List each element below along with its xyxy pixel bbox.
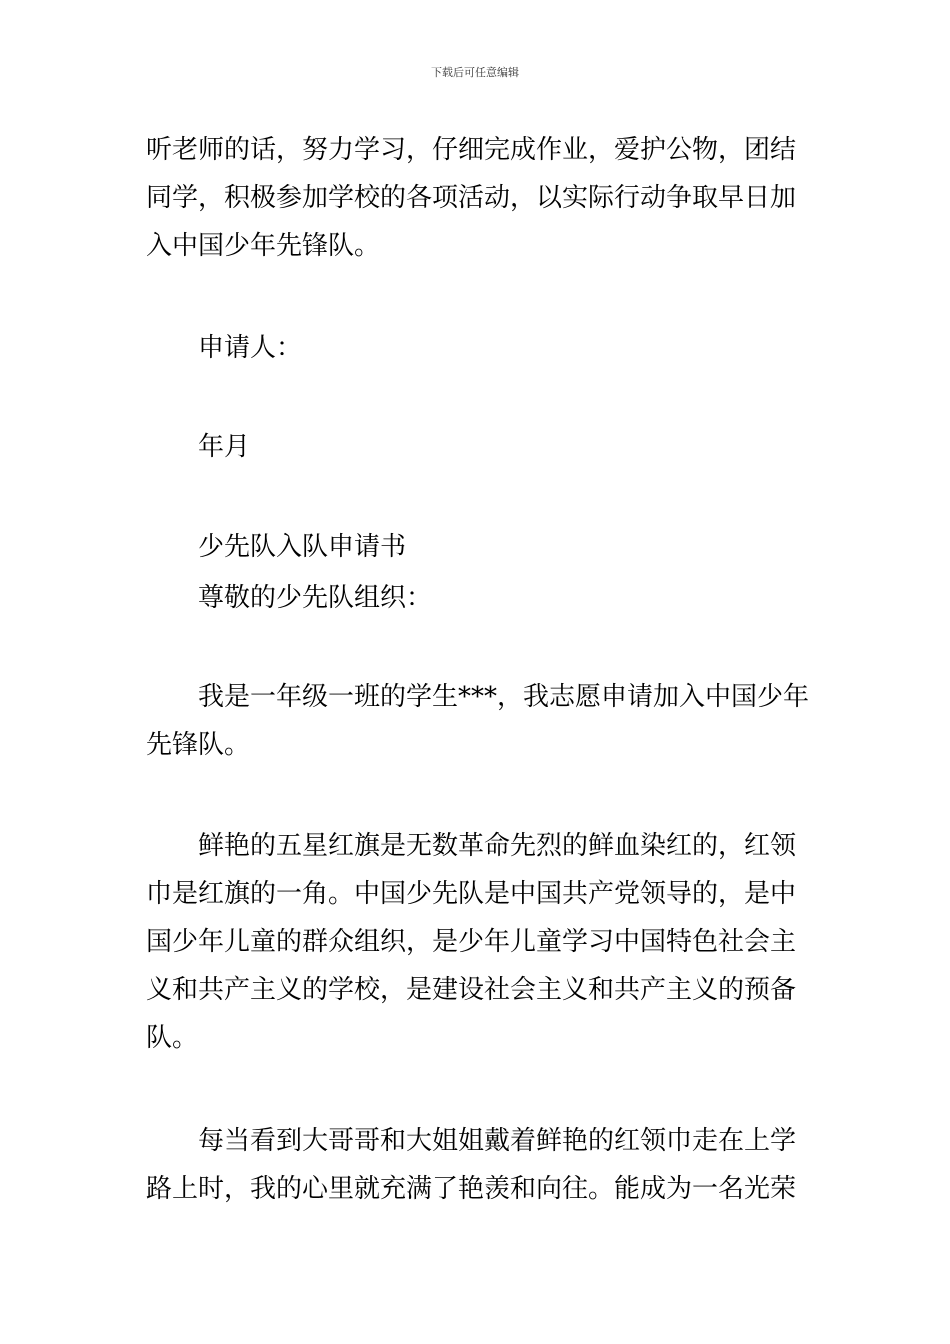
paragraph-line: 鲜艳的五星红旗是无数革命先烈的鲜血染红的，红领 bbox=[198, 831, 797, 861]
paragraph-line: 巾是红旗的一角。中国少先队是中国共产党领导的，是中 bbox=[146, 879, 797, 909]
applicant-label: 申请人： bbox=[198, 333, 303, 363]
paragraph-1 bbox=[146, 126, 812, 270]
document-title: 少先队入队申请书 bbox=[198, 532, 407, 562]
paragraph-line: 队。 bbox=[146, 1023, 199, 1053]
paragraph-line: 听老师的话，努力学习，仔细完成作业，爱护公物，团结 bbox=[146, 135, 797, 165]
paragraph-line: 先锋队。 bbox=[146, 730, 251, 760]
paragraph-line: 每当看到大哥哥和大姐姐戴着鲜艳的红领巾走在上学 bbox=[198, 1126, 797, 1156]
paragraph-3 bbox=[146, 822, 812, 1062]
paragraph-line: 国少年儿童的群众组织，是少年儿童学习中国特色社会主 bbox=[146, 927, 797, 957]
page-header: 下载后可任意编辑 bbox=[431, 66, 519, 79]
paragraph-line: 入中国少年先锋队。 bbox=[146, 231, 381, 261]
salutation: 尊敬的少先队组织： bbox=[198, 583, 433, 613]
paragraph-line: 同学，积极参加学校的各项活动，以实际行动争取早日加 bbox=[146, 183, 797, 213]
date-label: 年月 bbox=[198, 432, 251, 462]
paragraph-line: 我是一年级一班的学生***，我志愿申请加入中国少年 bbox=[198, 682, 810, 712]
paragraph-4 bbox=[146, 1117, 812, 1213]
paragraph-line: 义和共产主义的学校，是建设社会主义和共产主义的预备 bbox=[146, 975, 797, 1005]
paragraph-line: 路上时，我的心里就充满了艳羡和向往。能成为一名光荣 bbox=[146, 1174, 797, 1204]
paragraph-2 bbox=[146, 673, 812, 769]
